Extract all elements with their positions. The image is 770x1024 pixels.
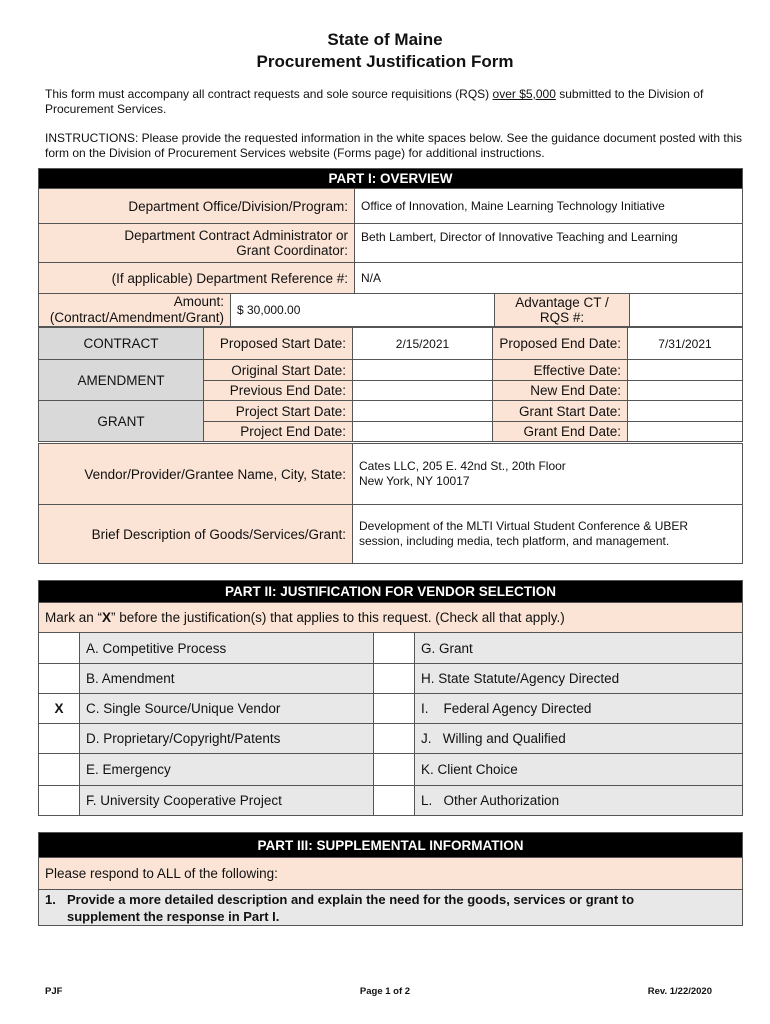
justification-e-label: E. Emergency (80, 754, 374, 786)
justification-f-checkbox[interactable] (39, 786, 80, 816)
justification-j-checkbox[interactable] (374, 724, 415, 754)
part2-instructions: Mark an “X” before the justification(s) that applies to this request. (Check all that apply.) (39, 603, 743, 633)
form-title: State of Maine (327, 30, 443, 49)
amount-field[interactable]: $ 30,000.00 (231, 294, 495, 327)
description-field[interactable]: Development of the MLTI Virtual Student Conference & UBER session, including media, tech platform, and management. (353, 505, 743, 564)
question-1: 1. Provide a more detailed description and explain the need for the goods, services or grant to supplement the response in Part I. (39, 890, 743, 926)
contract-admin-field[interactable]: Beth Lambert, Director of Innovative Teaching and Learning (355, 224, 743, 263)
amendment-section-label: AMENDMENT (39, 360, 204, 401)
justification-l-label: L. Other Authorization (415, 786, 743, 816)
instructions-paragraph: INSTRUCTIONS: Please provide the requested information in the white spaces below. See the guidance document posted with this form on the Division of Procurement Services website (Forms page) for additional instructions. (45, 131, 743, 160)
original-start-field[interactable] (353, 360, 493, 381)
justification-c-label: C. Single Source/Unique Vendor (80, 694, 374, 724)
dept-program-label: Department Office/Division/Program: (39, 189, 355, 224)
justification-i-label: I. Federal Agency Directed (415, 694, 743, 724)
contract-section-label: CONTRACT (39, 328, 204, 360)
part1-table (38, 168, 743, 327)
form-subtitle: Procurement Justification Form (256, 52, 514, 71)
justification-c-checkbox[interactable]: X (39, 694, 80, 724)
effective-date-label: Effective Date: (493, 360, 628, 381)
justification-g-label: G. Grant (415, 633, 743, 664)
part3-table (38, 832, 743, 926)
new-end-field[interactable] (628, 381, 743, 401)
advantage-rqs-field[interactable] (630, 294, 743, 327)
previous-end-label: Previous End Date: (204, 381, 353, 401)
new-end-label: New End Date: (493, 381, 628, 401)
justification-h-checkbox[interactable] (374, 664, 415, 694)
proposed-end-field[interactable]: 7/31/2021 (628, 328, 743, 360)
vendor-field[interactable]: Cates LLC, 205 E. 42nd St., 20th Floor New York, NY 10017 (353, 444, 743, 505)
project-end-label: Project End Date: (204, 422, 353, 442)
footer-form-code: PJF (45, 986, 63, 997)
advantage-rqs-label: Advantage CT / RQS #: (495, 294, 630, 327)
justification-d-checkbox[interactable] (39, 724, 80, 754)
part2-table (38, 580, 743, 816)
justification-e-checkbox[interactable] (39, 754, 80, 786)
justification-a-checkbox[interactable] (39, 633, 80, 664)
project-end-field[interactable] (353, 422, 493, 442)
proposed-start-field[interactable]: 2/15/2021 (353, 328, 493, 360)
justification-a-label: A. Competitive Process (80, 633, 374, 664)
justification-d-label: D. Proprietary/Copyright/Patents (80, 724, 374, 754)
justification-l-checkbox[interactable] (374, 786, 415, 816)
threshold-amount: over $5,000 (492, 87, 556, 101)
grant-start-field[interactable] (628, 401, 743, 422)
vendor-label: Vendor/Provider/Grantee Name, City, State: (39, 444, 353, 505)
project-start-field[interactable] (353, 401, 493, 422)
vendor-table (38, 443, 743, 564)
grant-section-label: GRANT (39, 401, 204, 442)
justification-g-checkbox[interactable] (374, 633, 415, 664)
previous-end-field[interactable] (353, 381, 493, 401)
part3-respond-instructions: Please respond to ALL of the following: (39, 858, 743, 890)
justification-i-checkbox[interactable] (374, 694, 415, 724)
part1-heading: PART I: OVERVIEW (39, 169, 743, 189)
amount-label: Amount: (Contract/Amendment/Grant) (39, 294, 231, 327)
grant-end-label: Grant End Date: (493, 422, 628, 442)
question-1-number: 1. (45, 891, 56, 907)
dept-reference-field[interactable]: N/A (355, 263, 743, 294)
contract-admin-label: Department Contract Administrator or Grant Coordinator: (39, 224, 355, 263)
footer-revision: Rev. 1/22/2020 (647, 986, 712, 997)
original-start-label: Original Start Date: (204, 360, 353, 381)
effective-date-field[interactable] (628, 360, 743, 381)
dept-reference-label: (If applicable) Department Reference #: (39, 263, 355, 294)
justification-b-checkbox[interactable] (39, 664, 80, 694)
justification-k-label: K. Client Choice (415, 754, 743, 786)
dates-table (38, 327, 743, 442)
project-start-label: Project Start Date: (204, 401, 353, 422)
justification-k-checkbox[interactable] (374, 754, 415, 786)
part3-heading: PART III: SUPPLEMENTAL INFORMATION (39, 833, 743, 858)
justification-h-label: H. State Statute/Agency Directed (415, 664, 743, 694)
proposed-end-label: Proposed End Date: (493, 328, 628, 360)
grant-end-field[interactable] (628, 422, 743, 442)
description-label: Brief Description of Goods/Services/Grant: (39, 505, 353, 564)
grant-start-label: Grant Start Date: (493, 401, 628, 422)
intro-paragraph: This form must accompany all contract requests and sole source requisitions (RQS) over $5,000 submitted to the Division of Procurement Services. (45, 87, 704, 116)
dept-program-field[interactable]: Office of Innovation, Maine Learning Technology Initiative (355, 189, 743, 224)
footer-page-number: Page 1 of 2 (359, 986, 411, 997)
justification-b-label: B. Amendment (80, 664, 374, 694)
justification-f-label: F. University Cooperative Project (80, 786, 374, 816)
part2-heading: PART II: JUSTIFICATION FOR VENDOR SELECTION (39, 581, 743, 603)
justification-j-label: J. Willing and Qualified (415, 724, 743, 754)
proposed-start-label: Proposed Start Date: (204, 328, 353, 360)
